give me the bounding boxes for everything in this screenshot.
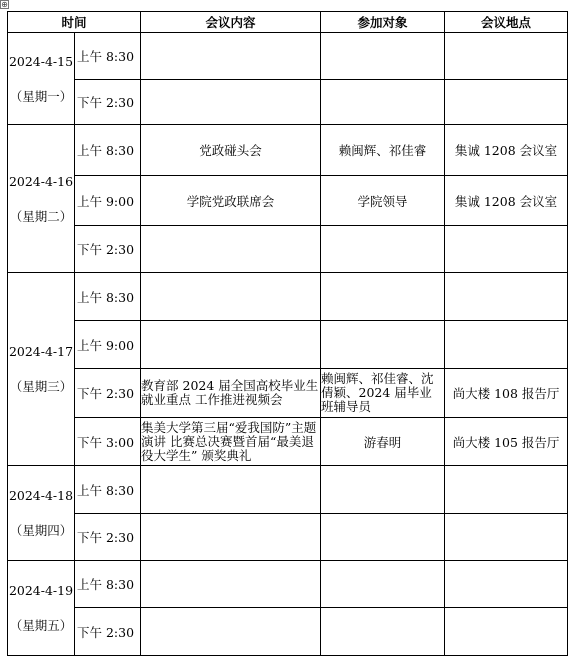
time-cell: 上午 8:30: [75, 561, 141, 608]
location-cell: [445, 514, 568, 561]
weekday-text: （星期二）: [9, 208, 73, 224]
table-row: [8, 273, 568, 321]
table-row: [8, 226, 568, 273]
content-cell: [141, 321, 321, 369]
location-cell: [445, 561, 568, 608]
header-row: [8, 12, 568, 33]
table-row: [8, 514, 568, 561]
location-cell: 尚大楼 105 报告厅: [445, 418, 568, 466]
attendees-cell: [321, 226, 445, 273]
content-cell: [141, 226, 321, 273]
table-row: [8, 608, 568, 656]
table-row: [8, 321, 568, 369]
table-row: [8, 418, 568, 466]
time-cell: 下午 2:30: [75, 608, 141, 656]
meeting-schedule-table: [7, 11, 568, 656]
content-cell: [141, 80, 321, 125]
table-row: [8, 176, 568, 226]
content-cell: [141, 33, 321, 80]
location-cell: [445, 226, 568, 273]
attendees-cell: [321, 273, 445, 321]
location-cell: 集诚 1208 会议室: [445, 125, 568, 176]
content-cell: [141, 608, 321, 656]
date-cell: [8, 273, 75, 466]
location-cell: [445, 273, 568, 321]
content-cell: 学院党政联席会: [141, 176, 321, 226]
time-cell: 上午 8:30: [75, 33, 141, 80]
time-cell: 上午 9:00: [75, 176, 141, 226]
content-cell: [141, 273, 321, 321]
content-cell: 党政碰头会: [141, 125, 321, 176]
content-cell: [141, 561, 321, 608]
content-cell: [141, 466, 321, 514]
location-cell: [445, 33, 568, 80]
weekday-text: （星期四）: [9, 523, 73, 538]
date-text: 2024-4-19: [8, 583, 74, 598]
time-cell: 下午 2:30: [75, 369, 141, 418]
table-row: [8, 561, 568, 608]
date-text: 2024-4-18: [8, 488, 74, 503]
header-time: 时间: [8, 12, 141, 33]
attendees-cell: [321, 514, 445, 561]
attendees-cell: [321, 608, 445, 656]
header-location: 会议地点: [445, 12, 568, 33]
attendees-cell: [321, 561, 445, 608]
weekday-text: （星期一）: [9, 88, 73, 104]
date-text: 2024-4-17: [8, 344, 74, 359]
attendees-cell: 学院领导: [321, 176, 445, 226]
date-text: 2024-4-15: [8, 53, 74, 69]
table-row: [8, 125, 568, 176]
table-row: [8, 466, 568, 514]
attendees-cell: 赖闽辉、祁佳睿、沈倩颖、2024 届毕业班辅导员: [321, 369, 445, 418]
attendees-cell: [321, 80, 445, 125]
time-cell: 下午 2:30: [75, 226, 141, 273]
attendees-cell: [321, 466, 445, 514]
time-cell: 下午 2:30: [75, 80, 141, 125]
time-cell: 上午 9:00: [75, 321, 141, 369]
location-cell: [445, 608, 568, 656]
location-cell: [445, 466, 568, 514]
date-cell: [8, 466, 75, 561]
table-move-handle[interactable]: ⊕: [1, 0, 8, 9]
content-cell: [141, 514, 321, 561]
location-cell: 集诚 1208 会议室: [445, 176, 568, 226]
table-row: [8, 33, 568, 80]
header-content: 会议内容: [141, 12, 321, 33]
date-cell: [8, 125, 75, 273]
location-cell: 尚大楼 108 报告厅: [445, 369, 568, 418]
location-cell: [445, 321, 568, 369]
attendees-cell: [321, 321, 445, 369]
content-cell: 集美大学第三届“爱我国防”主题演讲 比赛总决赛暨首届“最美退役大学生” 颁奖典礼: [141, 418, 321, 466]
date-cell: [8, 561, 75, 656]
date-text: 2024-4-16: [8, 173, 74, 189]
table-row: [8, 369, 568, 418]
attendees-cell: [321, 33, 445, 80]
header-attendees: 参加对象: [321, 12, 445, 33]
time-cell: 下午 2:30: [75, 514, 141, 561]
weekday-text: （星期三）: [9, 379, 73, 394]
attendees-cell: 赖闽辉、祁佳睿: [321, 125, 445, 176]
content-cell: 教育部 2024 届全国高校毕业生就业重点 工作推进视频会: [141, 369, 321, 418]
time-cell: 上午 8:30: [75, 125, 141, 176]
attendees-cell: 游春明: [321, 418, 445, 466]
time-cell: 上午 8:30: [75, 466, 141, 514]
table-row: [8, 80, 568, 125]
date-cell: [8, 33, 75, 125]
location-cell: [445, 80, 568, 125]
weekday-text: （星期五）: [9, 618, 73, 633]
time-cell: 上午 8:30: [75, 273, 141, 321]
time-cell: 下午 3:00: [75, 418, 141, 466]
